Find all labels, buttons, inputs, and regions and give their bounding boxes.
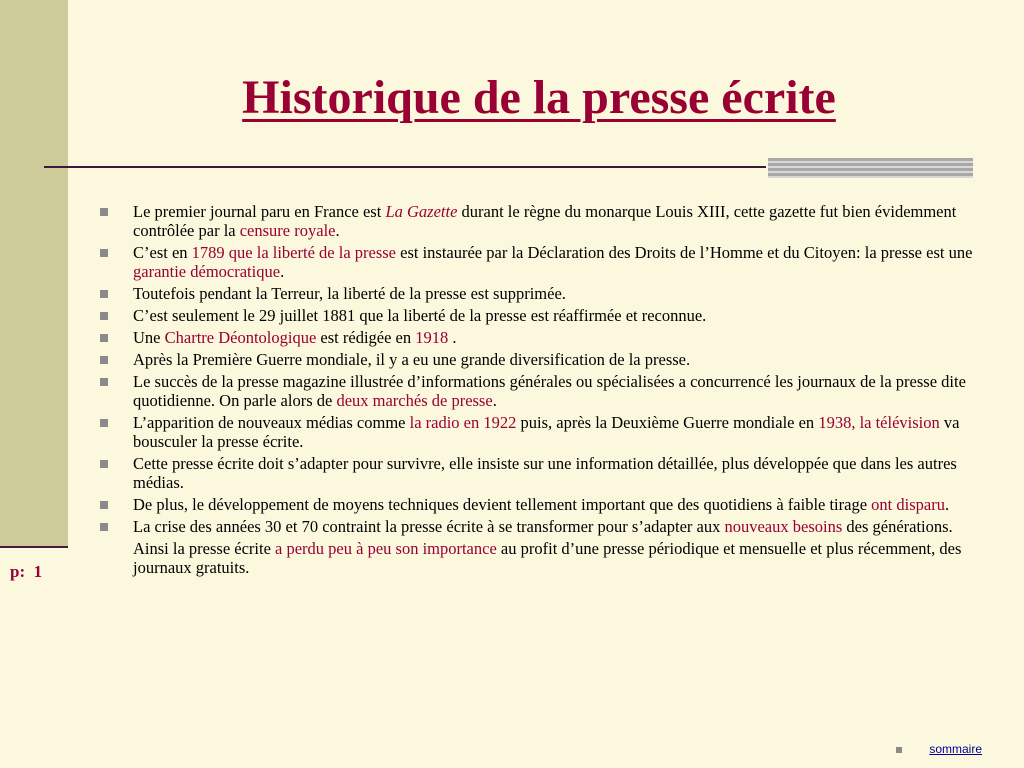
text: est rédigée en <box>316 328 416 347</box>
square-bullet-icon <box>100 312 108 320</box>
list-item <box>98 372 994 410</box>
text: C’est en <box>133 243 192 262</box>
page-number: p: 1 <box>10 562 43 581</box>
highlighted-text: censure royale <box>239 221 336 240</box>
highlighted-text: 1789 que la liberté de la presse <box>191 243 396 262</box>
text: Le succès de la presse magazine illustrée d’informations générales ou spécialisées a concurrencé les journaux de la presse dite quotidienne. On parle alors de <box>133 372 966 410</box>
highlighted-text: La Gazette <box>385 202 458 221</box>
square-bullet-icon <box>100 419 108 427</box>
text: . <box>944 495 950 514</box>
square-bullet-icon <box>100 356 108 364</box>
text: . <box>448 328 457 347</box>
list-item <box>98 284 994 303</box>
list-item <box>98 413 994 451</box>
text: Toutefois pendant la Terreur, la liberté de la presse est supprimée. <box>133 284 566 303</box>
text: Après la Première Guerre mondiale, il y a eu une grande diversification de la presse. <box>133 350 691 369</box>
highlighted-text: Chartre Déontologique <box>164 328 317 347</box>
text: Une <box>133 328 165 347</box>
text: Ainsi la presse écrite <box>133 539 276 558</box>
text: est instaurée par la Déclaration des Droits de l’Homme et du Citoyen: la presse est une <box>396 243 973 262</box>
square-bullet-icon <box>100 290 108 298</box>
highlighted-text: 1918 <box>415 328 449 347</box>
sommaire-link[interactable]: sommaire <box>929 742 982 756</box>
text: . <box>280 262 285 281</box>
band-divider <box>0 546 68 548</box>
text: des générations. <box>842 517 953 536</box>
text: La crise des années 30 et 70 contraint la presse écrite à se transformer pour s’adapter aux <box>133 517 725 536</box>
list-item <box>98 517 994 536</box>
footer <box>896 742 982 756</box>
highlighted-text: garantie démocratique <box>133 262 281 281</box>
list-item <box>98 202 994 240</box>
square-bullet-icon <box>100 208 108 216</box>
list-item <box>98 539 994 577</box>
text: au profit d’une presse périodique et mensuelle et plus récemment, des journaux gratuits. <box>133 539 962 577</box>
text: va bousculer la presse écrite. <box>133 413 960 451</box>
highlighted-text: deux marchés de presse <box>336 391 493 410</box>
highlighted-text: a perdu peu à peu son importance <box>275 539 497 558</box>
text: Cette presse écrite doit s’adapter pour survivre, elle insiste sur une information détaillée, plus développée que dans les autres médias. <box>133 454 957 492</box>
title-rule-bar <box>768 158 973 178</box>
list-item <box>98 350 994 369</box>
square-bullet-icon <box>896 747 902 753</box>
square-bullet-icon <box>100 460 108 468</box>
title-rule <box>44 166 766 168</box>
text: L’apparition de nouveaux médias comme <box>133 413 410 432</box>
list-item <box>98 306 994 325</box>
square-bullet-icon <box>100 523 108 531</box>
highlighted-text: nouveaux besoins <box>724 517 843 536</box>
text: . <box>492 391 497 410</box>
square-bullet-icon <box>100 249 108 257</box>
text: De plus, le développement de moyens techniques devient tellement important que des quotidiens à faible tirage <box>133 495 872 514</box>
text: durant le règne du monarque Louis XIII, cette gazette fut bien évidemment contrôlée par la <box>133 202 957 240</box>
list-item <box>98 495 994 514</box>
square-bullet-icon <box>100 334 108 342</box>
page-title: Historique de la presse écrite <box>242 71 836 124</box>
text: puis, après la Deuxième Guerre mondiale en <box>516 413 819 432</box>
highlighted-text: ont disparu <box>871 495 945 514</box>
highlighted-text: la radio en 1922 <box>409 413 517 432</box>
highlighted-text: 1938, la télévision <box>818 413 940 432</box>
text: C’est seulement le 29 juillet 1881 que la liberté de la presse est réaffirmée et reconnue. <box>133 306 707 325</box>
square-bullet-icon <box>100 501 108 509</box>
bullet-list <box>98 202 994 580</box>
list-item <box>98 243 994 281</box>
list-item <box>98 328 994 347</box>
text: . <box>335 221 340 240</box>
list-item <box>98 454 994 492</box>
text: Le premier journal paru en France est <box>133 202 386 221</box>
square-bullet-icon <box>100 378 108 386</box>
